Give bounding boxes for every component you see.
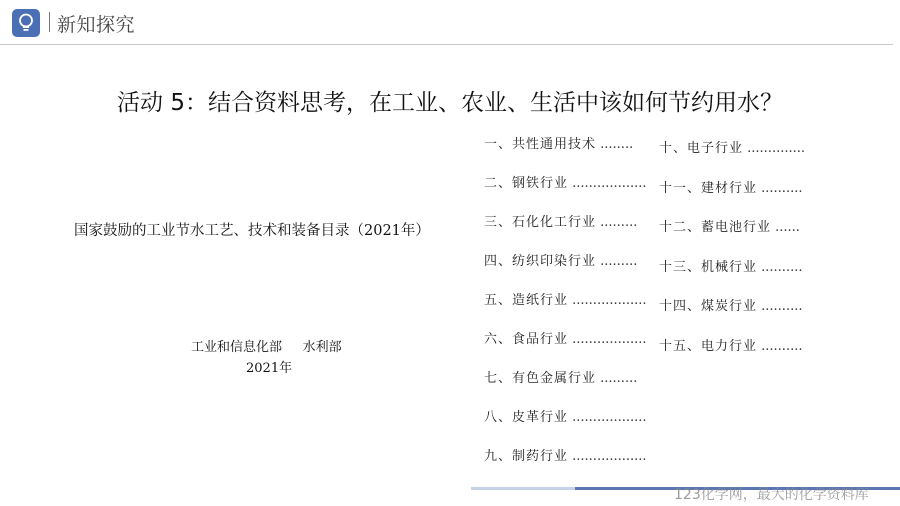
toc-item-label: 三、石化化工行业 <box>484 215 597 230</box>
toc-item-dots: .......... <box>757 259 803 275</box>
toc-item-label: 四、纺织印染行业 <box>484 254 597 269</box>
toc-item-dots: ......... <box>596 371 638 386</box>
toc-item-dots: ......... <box>596 254 638 269</box>
toc-item-label: 一、共性通用技术 <box>484 137 597 152</box>
toc-item-label: 十、电子行业 <box>659 141 744 156</box>
toc-item <box>484 328 647 347</box>
toc-item <box>484 406 647 425</box>
toc-item-label: 六、食品行业 <box>484 332 569 347</box>
toc-item-dots: .................. <box>568 332 647 347</box>
toc-item <box>659 177 802 196</box>
header-divider <box>49 12 50 32</box>
section-title: 新知探究 <box>57 14 136 36</box>
document-title: 国家鼓励的工业节水工艺、技术和装备目录（2021年） <box>74 223 430 239</box>
toc-item-label: 十四、煤炭行业 <box>659 299 758 315</box>
toc-item-dots: ......... <box>596 215 638 230</box>
toc-item <box>484 445 647 464</box>
toc-item-label: 十五、电力行业 <box>659 339 758 354</box>
toc-item-dots: .......... <box>757 180 803 196</box>
document-issuers: 工业和信息化部 水利部 <box>191 340 342 355</box>
toc-item <box>659 137 805 156</box>
toc-item-label: 八、皮革行业 <box>484 410 569 425</box>
header-bar <box>0 0 900 44</box>
toc-item-label: 九、制药行业 <box>484 449 569 464</box>
lightbulb-icon <box>12 9 40 37</box>
toc-item-label: 十二、蓄电池行业 <box>659 220 772 236</box>
toc-item-label: 七、有色金属行业 <box>484 371 597 386</box>
toc-item-dots: .......... <box>757 339 803 354</box>
toc-item-dots: ........ <box>596 137 634 152</box>
toc-item <box>484 367 637 386</box>
toc-item <box>659 295 802 314</box>
toc-item-dots: .................. <box>568 176 647 191</box>
toc-item-dots: .................. <box>568 293 647 308</box>
footer-accent-light <box>471 487 575 490</box>
toc-item-dots: .................. <box>568 410 647 425</box>
watermark-text: 123化学网，最大的化学资料库 <box>674 487 869 503</box>
toc-item <box>484 289 647 308</box>
toc-item <box>484 133 633 152</box>
toc-item-label: 十三、机械行业 <box>659 259 758 275</box>
toc-item <box>484 172 647 191</box>
toc-item-label: 二、钢铁行业 <box>484 176 569 191</box>
activity-title: 活动 5：结合资料思考，在工业、农业、生活中该如何节约用水？ <box>117 90 783 116</box>
toc-item-dots: .......... <box>757 299 803 315</box>
toc-item <box>484 211 637 230</box>
header-underline <box>0 44 893 45</box>
toc-item <box>659 216 800 235</box>
toc-item-dots: .............. <box>743 141 806 156</box>
toc-item <box>659 256 802 275</box>
toc-item-label: 五、造纸行业 <box>484 293 569 308</box>
toc-item-label: 十一、建材行业 <box>659 180 758 196</box>
toc-item-dots: .................. <box>568 449 647 464</box>
toc-item-dots: ...... <box>771 220 800 236</box>
toc-item <box>484 250 637 269</box>
document-year: 2021年 <box>246 361 293 376</box>
toc-item <box>659 335 802 354</box>
